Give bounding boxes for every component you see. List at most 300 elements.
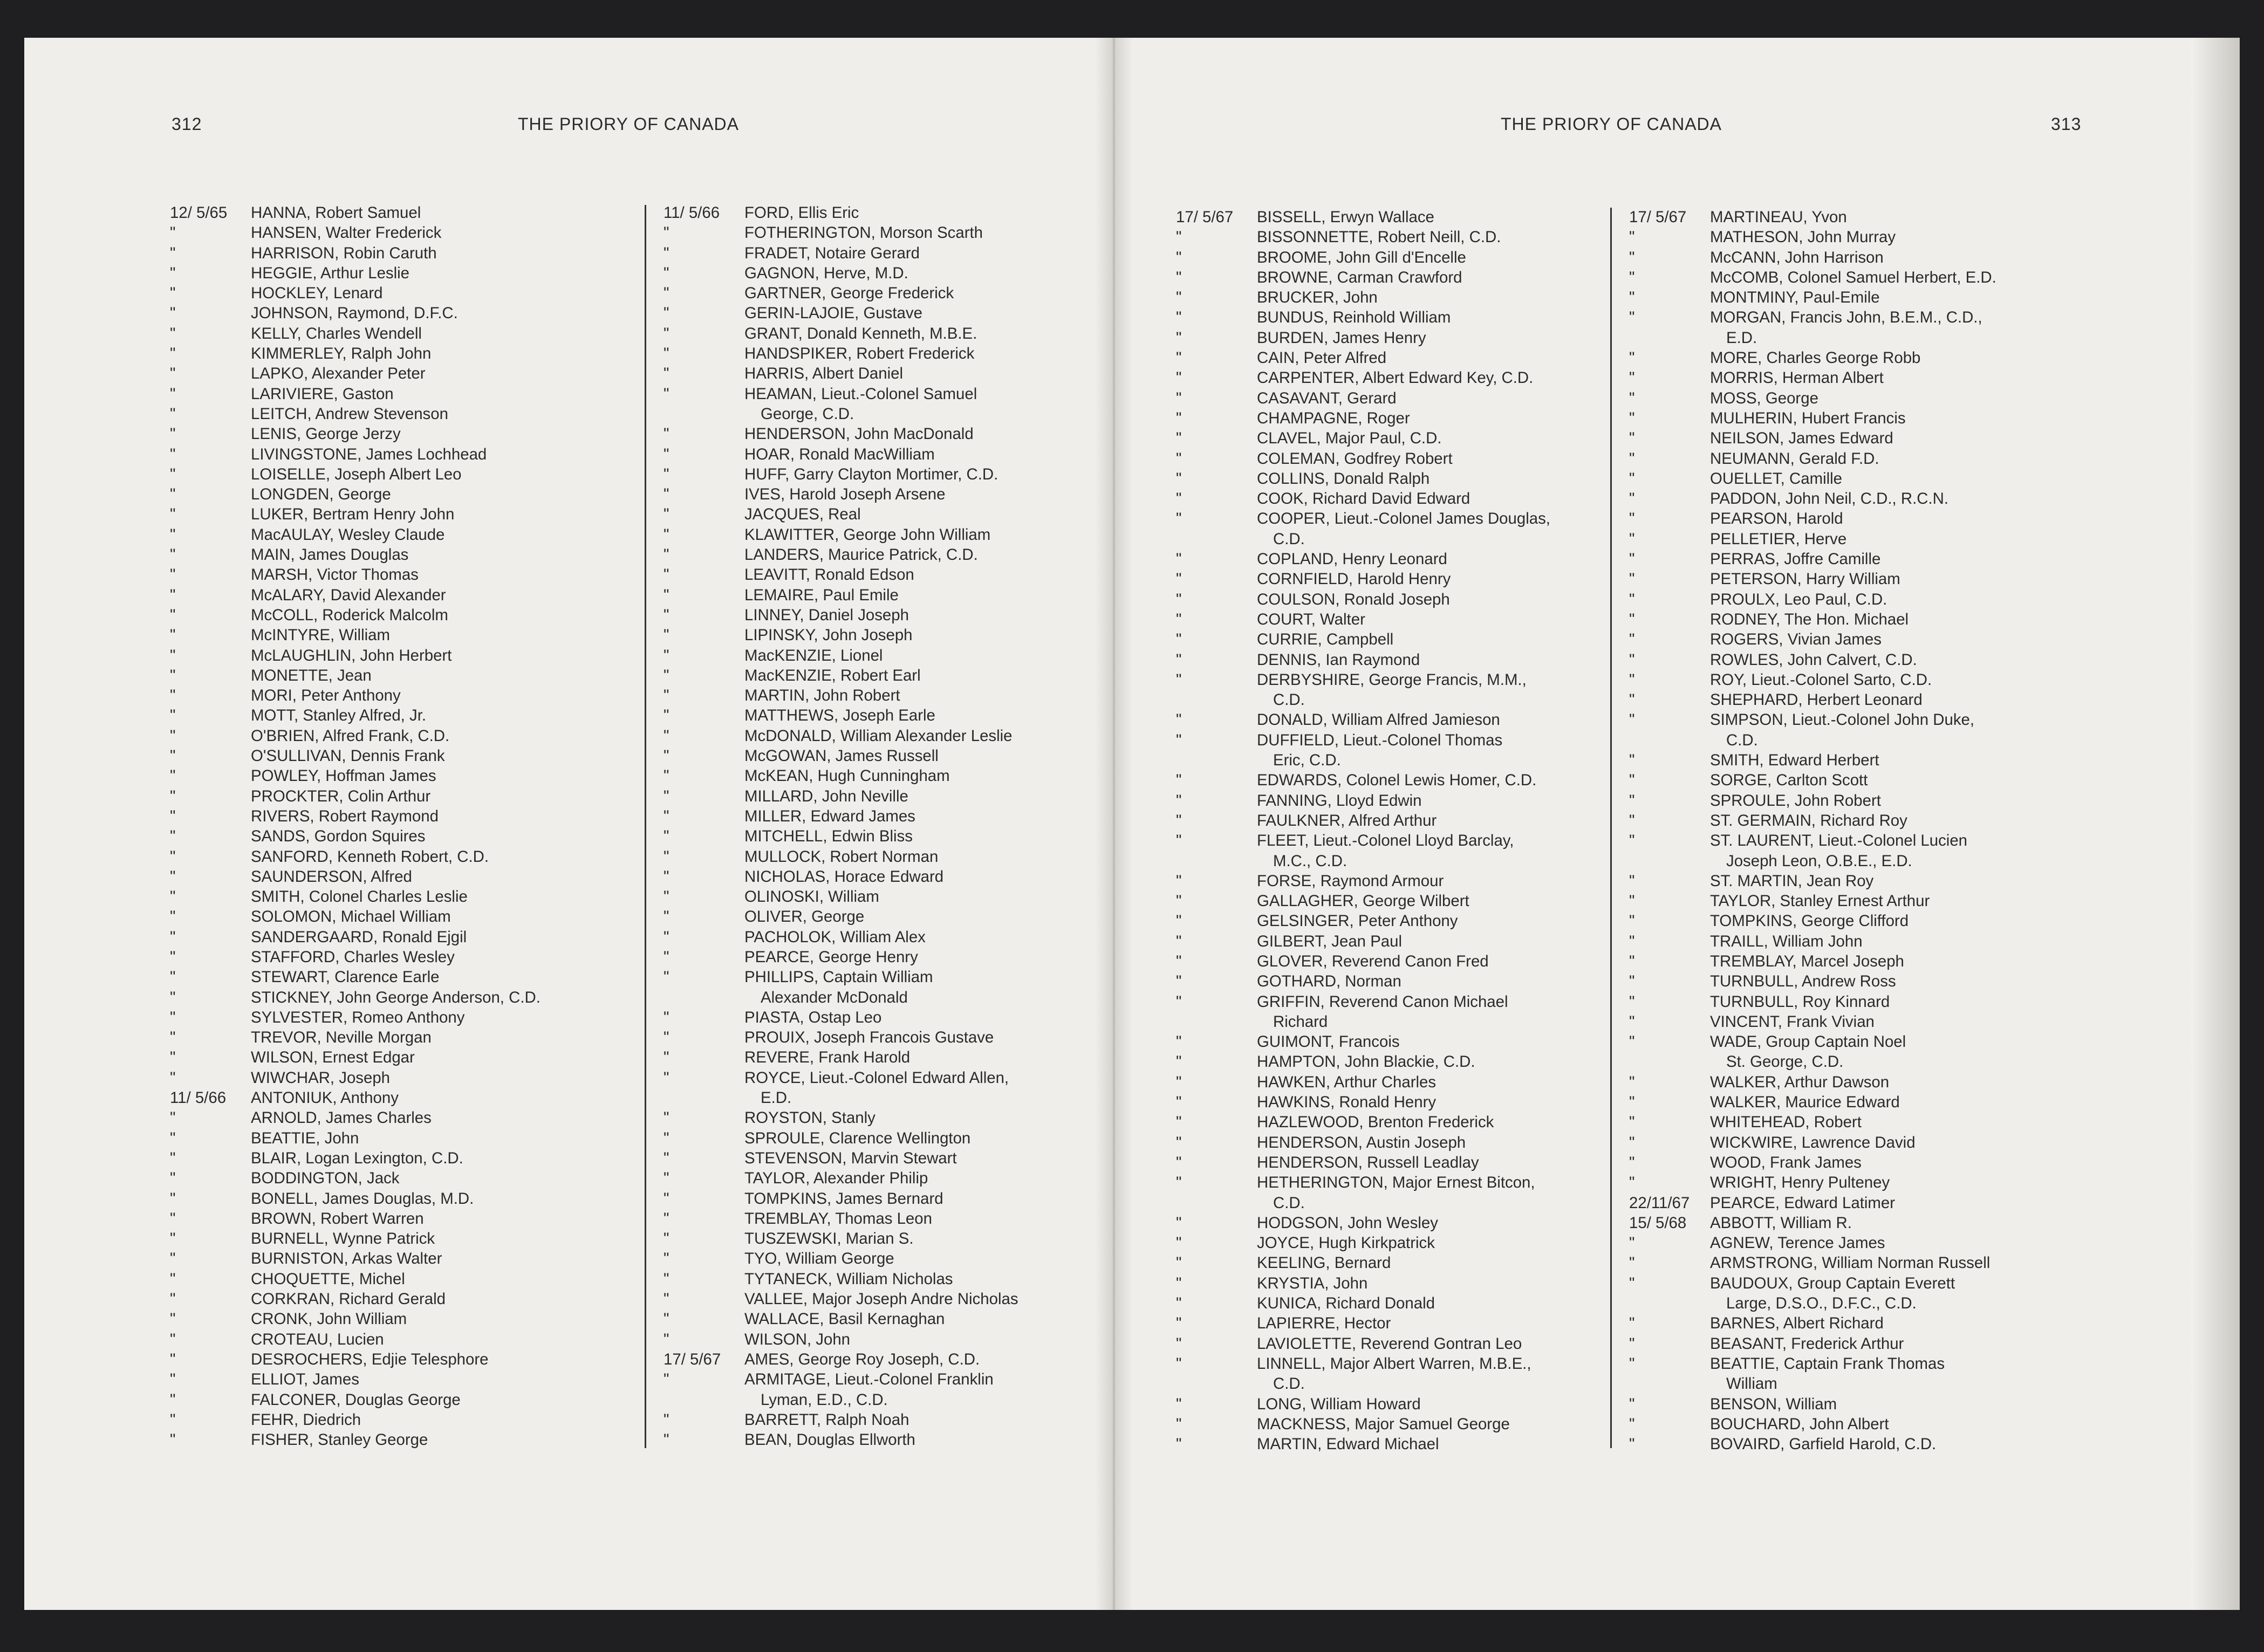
entry-name: MILLARD, John Neville <box>744 787 908 805</box>
list-item <box>664 545 1095 565</box>
entry-name: HANNA, Robert Samuel <box>251 204 421 222</box>
entry-name: BEASANT, Frederick Arthur <box>1710 1334 1904 1353</box>
list-item <box>170 1088 639 1108</box>
entry-name: LONG, William Howard <box>1257 1395 1421 1413</box>
entry-date: " <box>170 264 176 282</box>
entry-date: " <box>170 1410 176 1429</box>
entry-name: MOSS, George <box>1710 389 1818 407</box>
list-item <box>1176 1213 1608 1233</box>
entry-date: " <box>170 405 176 423</box>
entry-date: " <box>1176 1113 1182 1132</box>
entry-date: 11/ 5/66 <box>170 1089 227 1107</box>
list-item <box>170 504 639 524</box>
entry-name: FORD, Ellis Eric <box>744 204 859 222</box>
list-item <box>170 324 639 344</box>
entry-name: McCANN, John Harrison <box>1710 248 1884 266</box>
entry-date: " <box>170 445 176 463</box>
entry-date: " <box>1629 610 1635 628</box>
list-item <box>1176 1374 1608 1394</box>
entry-name: O'SULLIVAN, Dennis Frank <box>251 747 445 765</box>
entry-name: GELSINGER, Peter Anthony <box>1257 912 1458 930</box>
entry-name: CORNFIELD, Harold Henry <box>1257 570 1451 588</box>
entry-name: CHOQUETTE, Michel <box>251 1270 405 1288</box>
entry-date: " <box>170 345 176 363</box>
entry-date: " <box>664 1310 669 1328</box>
entry-name: McKEAN, Hugh Cunningham <box>744 767 950 785</box>
entry-name: McINTYRE, William <box>251 626 390 645</box>
entry-name: MACKNESS, Major Samuel George <box>1257 1415 1510 1433</box>
entry-date: " <box>1629 1254 1635 1272</box>
entry-name: George, C.D. <box>761 405 854 423</box>
list-item <box>1629 569 2115 589</box>
entry-date: " <box>1176 1093 1182 1112</box>
entry-date: " <box>664 1410 669 1429</box>
entry-name: ARMITAGE, Lieut.-Colonel Franklin <box>744 1370 994 1389</box>
list-item <box>1176 891 1608 911</box>
list-item <box>1629 1173 2115 1192</box>
entry-name: TYTANECK, William Nicholas <box>744 1270 953 1288</box>
list-item <box>170 686 639 705</box>
entry-date: " <box>1629 872 1635 890</box>
entry-name: VINCENT, Frank Vivian <box>1710 1012 1875 1031</box>
entry-date: " <box>1176 550 1182 568</box>
list-item <box>664 464 1095 484</box>
list-item <box>170 364 639 383</box>
entry-date: " <box>170 485 176 504</box>
entry-name: ARNOLD, James Charles <box>251 1109 432 1127</box>
list-item <box>664 424 1095 444</box>
list-item <box>1176 1012 1608 1032</box>
entry-name: Richard <box>1273 1012 1328 1031</box>
list-item <box>664 726 1095 746</box>
list-item <box>664 1168 1095 1188</box>
entry-name: HEAMAN, Lieut.-Colonel Samuel <box>744 385 977 403</box>
entry-date: " <box>664 1370 669 1389</box>
list-item <box>1176 1354 1608 1374</box>
entry-date: " <box>1176 992 1182 1011</box>
entry-date: " <box>170 304 176 323</box>
entry-date: " <box>1176 429 1182 448</box>
entry-date: " <box>1176 872 1182 890</box>
entry-date: " <box>170 626 176 645</box>
entry-name: BODDINGTON, Jack <box>251 1169 400 1188</box>
entry-date: " <box>664 586 669 604</box>
entry-name: WRIGHT, Henry Pulteney <box>1710 1174 1890 1192</box>
entry-name: COOPER, Lieut.-Colonel James Douglas, <box>1257 510 1550 528</box>
entry-date: " <box>1629 1113 1635 1132</box>
entry-date: " <box>1629 1234 1635 1252</box>
list-item <box>664 947 1095 967</box>
entry-name: WILSON, Ernest Edgar <box>251 1048 415 1067</box>
entry-date: " <box>664 1129 669 1147</box>
entry-name: MOTT, Stanley Alfred, Jr. <box>251 707 427 725</box>
entry-date: " <box>664 1230 669 1248</box>
entry-name: BARRETT, Ralph Noah <box>744 1410 909 1429</box>
entry-date: 17/ 5/67 <box>1176 208 1234 226</box>
entry-name: CHAMPAGNE, Roger <box>1257 409 1410 427</box>
list-item <box>170 1349 639 1369</box>
list-item <box>170 1168 639 1188</box>
list-item <box>1629 770 2115 790</box>
list-item <box>170 545 639 565</box>
entry-date: " <box>1176 771 1182 790</box>
entry-name: SOLOMON, Michael William <box>251 908 451 926</box>
list-item <box>170 826 639 846</box>
list-item <box>1176 1173 1608 1192</box>
list-item <box>170 1128 639 1148</box>
list-item <box>1176 911 1608 931</box>
list-item <box>170 1229 639 1249</box>
entry-name: POWLEY, Hoffman James <box>251 767 436 785</box>
entry-name: DUFFIELD, Lieut.-Colonel Thomas <box>1257 731 1503 749</box>
entry-date: " <box>1176 811 1182 830</box>
list-item <box>1176 489 1608 509</box>
entry-date: " <box>664 888 669 906</box>
entry-name: HOCKLEY, Lenard <box>251 284 383 303</box>
list-item <box>1629 629 2115 649</box>
entry-date: " <box>1176 832 1182 850</box>
list-item <box>1176 951 1608 971</box>
list-item <box>170 424 639 444</box>
entry-name: BURNISTON, Arkas Walter <box>251 1250 442 1268</box>
list-item <box>664 1128 1095 1148</box>
list-item <box>1629 1434 2115 1454</box>
list-item <box>1176 348 1608 368</box>
entry-date: " <box>1176 570 1182 588</box>
entry-name: C.D. <box>1726 731 1758 749</box>
right-page-number: 313 <box>2051 114 2082 134</box>
entry-date: " <box>1629 510 1635 528</box>
entry-date: " <box>1176 1033 1182 1051</box>
list-item <box>1176 529 1608 549</box>
entry-name: MARSH, Victor Thomas <box>251 566 419 584</box>
entry-date: " <box>1176 369 1182 387</box>
entry-name: M.C., C.D. <box>1273 852 1348 870</box>
entry-name: MORE, Charles George Robb <box>1710 349 1921 367</box>
entry-date: " <box>1629 771 1635 790</box>
list-item <box>1629 951 2115 971</box>
entry-date: " <box>664 666 669 684</box>
entry-date: " <box>1629 1435 1635 1454</box>
list-item <box>170 1068 639 1088</box>
list-item <box>1629 428 2115 448</box>
entry-date: " <box>1176 309 1182 327</box>
entry-date: " <box>664 546 669 564</box>
entry-date: " <box>1629 1274 1635 1292</box>
entry-name: MATHESON, John Murray <box>1710 228 1896 246</box>
entry-name: VALLEE, Major Joseph Andre Nicholas <box>744 1290 1018 1308</box>
entry-name: TAYLOR, Stanley Ernest Arthur <box>1710 892 1930 910</box>
entry-name: STAFFORD, Charles Wesley <box>251 948 455 966</box>
entry-date: " <box>664 1270 669 1288</box>
entry-name: McDONALD, William Alexander Leslie <box>744 726 1013 745</box>
entry-name: MacKENZIE, Lionel <box>744 646 883 664</box>
entry-date: " <box>1629 1153 1635 1171</box>
list-item <box>1629 650 2115 670</box>
entry-name: KEELING, Bernard <box>1257 1254 1391 1272</box>
entry-date: " <box>170 284 176 303</box>
entry-name: PEARSON, Harold <box>1710 510 1843 528</box>
entry-name: COLLINS, Donald Ralph <box>1257 469 1430 488</box>
entry-date: " <box>664 224 669 242</box>
entry-name: ST. LAURENT, Lieut.-Colonel Lucien <box>1710 832 1968 850</box>
entry-date: " <box>1176 248 1182 266</box>
list-item <box>664 1410 1095 1430</box>
list-item <box>1176 1334 1608 1354</box>
list-item <box>664 1309 1095 1329</box>
list-item <box>170 887 639 907</box>
list-item <box>664 585 1095 605</box>
entry-date: " <box>1629 650 1635 669</box>
list-item <box>1629 489 2115 509</box>
list-item <box>664 746 1095 766</box>
entry-date: " <box>170 867 176 886</box>
list-item <box>1629 871 2115 891</box>
list-item <box>1176 609 1608 629</box>
list-item <box>170 1027 639 1047</box>
entry-name: GRIFFIN, Reverend Canon Michael <box>1257 992 1508 1011</box>
entry-date: " <box>170 224 176 242</box>
entry-date: " <box>1629 1012 1635 1031</box>
entry-name: BURDEN, James Henry <box>1257 328 1426 347</box>
list-item <box>1176 1414 1608 1434</box>
entry-name: LIPINSKY, John Joseph <box>744 626 913 645</box>
list-item <box>1629 911 2115 931</box>
entry-name: CLAVEL, Major Paul, C.D. <box>1257 429 1442 448</box>
list-item <box>1629 1092 2115 1112</box>
list-item <box>1176 971 1608 991</box>
entry-date: " <box>1629 1314 1635 1333</box>
entry-name: PELLETIER, Herve <box>1710 530 1847 548</box>
entry-date: " <box>1629 309 1635 327</box>
list-item <box>1176 851 1608 871</box>
list-item <box>170 283 639 303</box>
list-item <box>1629 1233 2115 1253</box>
list-item <box>1176 650 1608 670</box>
entry-date: " <box>170 888 176 906</box>
entry-name: CASAVANT, Gerard <box>1257 389 1397 407</box>
entry-name: TURNBULL, Roy Kinnard <box>1710 992 1890 1011</box>
entry-date: " <box>170 666 176 684</box>
list-item <box>1629 1112 2115 1132</box>
entry-date: " <box>1176 469 1182 488</box>
entry-date: " <box>170 928 176 946</box>
entry-name: O'BRIEN, Alfred Frank, C.D. <box>251 726 450 745</box>
list-item <box>664 666 1095 686</box>
list-item <box>664 1430 1095 1450</box>
entry-name: TYO, William George <box>744 1250 894 1268</box>
entry-date: " <box>664 747 669 765</box>
entry-date: " <box>1176 389 1182 407</box>
entry-name: AGNEW, Terence James <box>1710 1234 1885 1252</box>
entry-name: GARTNER, George Frederick <box>744 284 954 303</box>
entry-name: MARTIN, Edward Michael <box>1257 1435 1439 1454</box>
list-item <box>664 786 1095 806</box>
list-item <box>1176 268 1608 287</box>
entry-name: HAWKEN, Arthur Charles <box>1257 1073 1437 1091</box>
list-item <box>1176 388 1608 408</box>
entry-date: " <box>170 586 176 604</box>
list-item <box>664 243 1095 263</box>
entry-name: SMITH, Edward Herbert <box>1710 751 1879 770</box>
entry-date: " <box>170 1209 176 1228</box>
list-item <box>664 1369 1095 1389</box>
entry-name: ROY, Lieut.-Colonel Sarto, C.D. <box>1710 670 1932 689</box>
entry-name: LAPIERRE, Hector <box>1257 1314 1391 1333</box>
list-item <box>664 404 1095 424</box>
entry-date: " <box>170 948 176 966</box>
list-item <box>1629 670 2115 690</box>
list-item <box>664 263 1095 283</box>
entry-date: " <box>1176 1354 1182 1373</box>
entry-name: STEWART, Clarence Earle <box>251 968 440 986</box>
list-column <box>664 203 1095 1450</box>
list-item <box>170 1007 639 1027</box>
list-item <box>1176 770 1608 790</box>
list-item <box>1176 871 1608 891</box>
entry-name: Large, D.S.O., D.F.C., C.D. <box>1726 1294 1917 1313</box>
list-item <box>1629 1354 2115 1374</box>
entry-name: FEHR, Diedrich <box>251 1410 361 1429</box>
entry-name: E.D. <box>1726 328 1757 347</box>
entry-date: " <box>1629 1133 1635 1151</box>
entry-date: " <box>1176 510 1182 528</box>
entry-name: DESROCHERS, Edjie Telesphore <box>251 1350 489 1368</box>
entry-date: " <box>1629 630 1635 649</box>
list-item <box>664 1148 1095 1168</box>
list-item <box>664 1047 1095 1067</box>
list-item <box>1629 469 2115 489</box>
entry-date: " <box>664 485 669 504</box>
entry-date: " <box>664 465 669 483</box>
entry-date: " <box>1629 1033 1635 1051</box>
entry-name: GILBERT, Jean Paul <box>1257 932 1403 950</box>
entry-name: LANDERS, Maurice Patrick, C.D. <box>744 546 978 564</box>
entry-date: " <box>664 726 669 745</box>
entry-date: " <box>170 425 176 443</box>
list-item <box>1629 1394 2115 1414</box>
entry-name: BEAN, Douglas Ellworth <box>744 1431 915 1449</box>
entry-name: FORSE, Raymond Armour <box>1257 872 1444 890</box>
entry-name: TURNBULL, Andrew Ross <box>1710 972 1896 991</box>
list-item <box>1176 730 1608 750</box>
entry-name: MacAULAY, Wesley Claude <box>251 525 445 544</box>
entry-date: " <box>1629 952 1635 970</box>
entry-date: " <box>664 1068 669 1087</box>
entry-name: CARPENTER, Albert Edward Key, C.D. <box>1257 369 1534 387</box>
list-item <box>1176 1273 1608 1293</box>
entry-date: " <box>170 687 176 705</box>
list-item <box>170 444 639 464</box>
entry-date: " <box>664 707 669 725</box>
book-gutter <box>1095 38 1133 1610</box>
list-item <box>1176 1313 1608 1333</box>
entry-date: " <box>170 1169 176 1188</box>
entry-name: SIMPSON, Lieut.-Colonel John Duke, <box>1710 711 1975 729</box>
entry-name: TREMBLAY, Marcel Joseph <box>1710 952 1904 970</box>
entry-name: E.D. <box>761 1089 792 1107</box>
entry-name: BRUCKER, John <box>1257 289 1378 307</box>
column-rule <box>1610 208 1612 1448</box>
entry-name: Lyman, E.D., C.D. <box>761 1390 888 1409</box>
entry-name: FISHER, Stanley George <box>251 1431 428 1449</box>
list-item <box>1176 811 1608 831</box>
entry-date: " <box>1629 429 1635 448</box>
entry-name: BROWNE, Carman Crawford <box>1257 268 1462 286</box>
entry-date: " <box>1629 469 1635 488</box>
entry-name: BEATTIE, Captain Frank Thomas <box>1710 1354 1945 1373</box>
list-item <box>664 705 1095 725</box>
entry-date: " <box>1176 328 1182 347</box>
entry-date: " <box>170 1250 176 1268</box>
list-item <box>664 605 1095 625</box>
entry-name: HANSEN, Walter Frederick <box>251 224 442 242</box>
entry-date: " <box>664 1048 669 1067</box>
entry-date: " <box>170 1008 176 1026</box>
entry-name: MILLER, Edward James <box>744 807 915 825</box>
entry-name: GOTHARD, Norman <box>1257 972 1401 991</box>
left-running-head: THE PRIORY OF CANADA <box>518 114 739 134</box>
list-item <box>170 1189 639 1209</box>
entry-date: " <box>1629 1334 1635 1353</box>
entry-date: " <box>1629 670 1635 689</box>
list-item <box>664 847 1095 867</box>
entry-name: COPLAND, Henry Leonard <box>1257 550 1447 568</box>
list-item <box>1176 1253 1608 1273</box>
list-item <box>170 947 639 967</box>
entry-name: OLINOSKI, William <box>744 888 879 906</box>
list-item <box>1176 629 1608 649</box>
list-item <box>1629 328 2115 348</box>
list-item <box>1629 1153 2115 1173</box>
entry-name: McALARY, David Alexander <box>251 586 446 604</box>
entry-date: " <box>664 626 669 645</box>
entry-name: ELLIOT, James <box>251 1370 359 1389</box>
entry-date: " <box>664 244 669 262</box>
list-item <box>664 203 1095 223</box>
entry-date: " <box>1176 972 1182 991</box>
list-item <box>1629 227 2115 247</box>
entry-name: ST. MARTIN, Jean Roy <box>1710 872 1874 890</box>
entry-date: " <box>170 1029 176 1047</box>
left-page-number: 312 <box>172 114 202 134</box>
entry-name: BOUCHARD, John Albert <box>1710 1415 1889 1433</box>
entry-date: " <box>170 1129 176 1147</box>
list-item <box>170 1148 639 1168</box>
entry-date: " <box>664 324 669 342</box>
entry-name: GLOVER, Reverend Canon Fred <box>1257 952 1489 970</box>
list-item <box>170 867 639 887</box>
entry-name: SORGE, Carlton Scott <box>1710 771 1868 790</box>
list-item <box>664 1189 1095 1209</box>
list-item <box>664 1027 1095 1047</box>
list-item <box>170 705 639 725</box>
entry-date: " <box>1629 992 1635 1011</box>
list-item <box>1629 1072 2115 1092</box>
entry-date: " <box>1176 1415 1182 1433</box>
entry-date: 17/ 5/67 <box>664 1350 721 1368</box>
entry-name: PROULX, Leo Paul, C.D. <box>1710 590 1887 608</box>
entry-date: " <box>170 847 176 866</box>
list-item <box>170 203 639 223</box>
list-item <box>1176 287 1608 307</box>
entry-name: HUFF, Garry Clayton Mortimer, C.D. <box>744 465 998 483</box>
entry-date: " <box>170 1068 176 1087</box>
entry-date: " <box>1176 409 1182 427</box>
entry-date: " <box>170 1109 176 1127</box>
list-item <box>170 1390 639 1410</box>
list-item <box>170 1047 639 1067</box>
